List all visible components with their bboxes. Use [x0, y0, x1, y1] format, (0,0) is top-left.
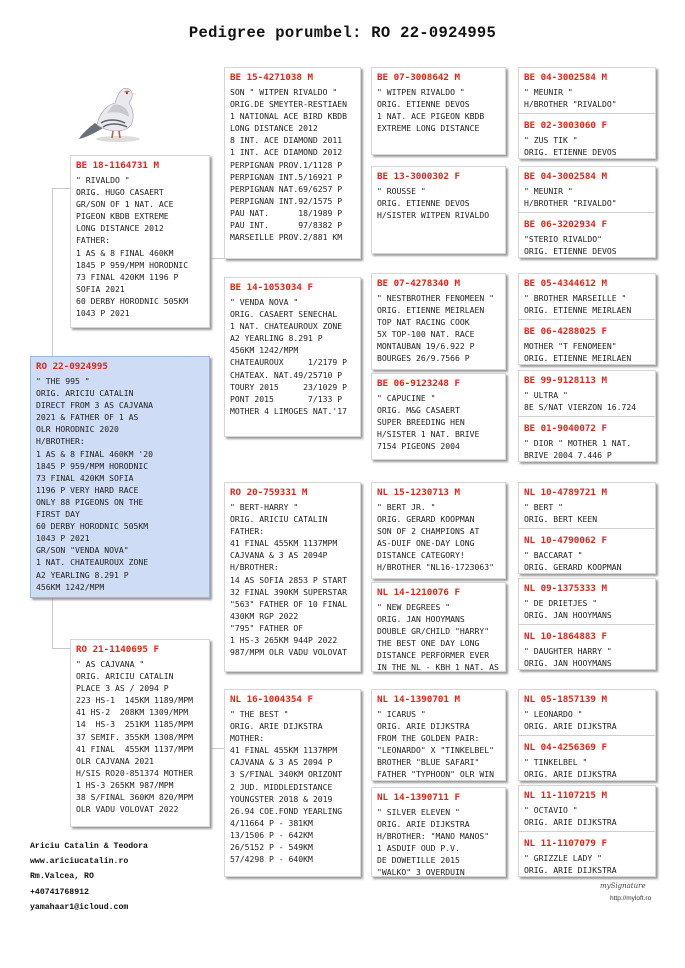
detail-line: ORIG. ETIENNE DEVOS [524, 246, 617, 257]
ggg-details [519, 546, 655, 573]
ggg-pair-card[interactable] [518, 370, 656, 462]
detail-line: " ULTRA " [524, 390, 568, 400]
great-grandparent-details [372, 803, 505, 877]
detail-line: " BROTHER MARSEILLE " [524, 293, 627, 303]
detail-line: 1043 P 2021 [76, 308, 130, 319]
detail-line: 41 FINAL 455KM 1137/MPM [76, 743, 193, 754]
ggg-ring: BE 99-9128113 M [524, 375, 607, 386]
ggg-ring: NL 05-1857139 M [524, 694, 607, 705]
detail-line: H/BROTHER: "MANO MANOS" [377, 831, 490, 842]
detail-line: 1196 P VERY HARD RACE [36, 484, 139, 495]
great-grandparent-ring: NL 15-1230713 M [377, 487, 460, 498]
detail-line: ORIG. CASAERT SENECHAL [230, 309, 338, 320]
subject-ring: RO 22-0924995 [36, 361, 108, 372]
detail-line: FATHER "TYPHOON" OLR WIN [377, 769, 494, 780]
detail-line: THE BEST ONE DAY LONG [377, 638, 480, 649]
divider [519, 319, 655, 320]
detail-line: FATHER: [76, 235, 111, 246]
ggg-pair-card[interactable] [518, 689, 656, 781]
detail-line: ORIG. ARIE DIJKSTRA [524, 817, 617, 828]
detail-line: ORIG. M&G CASAERT [377, 405, 460, 416]
dam-ring: RO 21-1140695 F [76, 644, 159, 655]
detail-line: ORIG. ARIE DIJKSTRA [524, 769, 617, 780]
website-link[interactable]: www.ariciucatalin.ro [30, 857, 129, 867]
detail-line: " DAUGHTER HARRY " [524, 646, 612, 657]
great-grandparent-ring: BE 06-9123248 F [377, 378, 460, 389]
detail-line: " AS CAJVANA " [76, 659, 145, 669]
detail-line: ORIG. JAN HOOYMANS [377, 614, 465, 625]
detail-line: OLR CAJVANA 2021 [76, 755, 154, 766]
signature: mySignature [600, 882, 646, 890]
divider [519, 624, 655, 625]
detail-line: PERPIGNAN INT.92/1575 P [230, 195, 343, 206]
ggg-details [519, 753, 655, 780]
page-title: Pedigree porumbel: RO 22-0924995 [188, 24, 497, 42]
ggg-pair-card[interactable] [518, 67, 656, 159]
detail-line: " MEUNIR " [524, 87, 573, 97]
ggg-pair-card[interactable] [518, 785, 656, 877]
detail-line: "563" FATHER OF 10 FINAL [230, 598, 347, 609]
great-grandparent-card[interactable] [371, 582, 506, 672]
detail-line: 26/5152 P - 549KM [230, 842, 313, 853]
detail-line: " OCTAVIO " [524, 805, 578, 815]
connector-gp1 [210, 258, 224, 259]
detail-line: " NEW DEGREES " [377, 602, 451, 612]
detail-line: EXTREME LONG DISTANCE [377, 123, 480, 134]
detail-line: ORIG. HUGO CASAERT [76, 187, 164, 198]
ggg-ring: BE 04-3002584 M [524, 171, 607, 182]
great-grandparent-card[interactable] [371, 482, 506, 579]
divider [519, 528, 655, 529]
detail-line: "LEONARDO" X "TINKELBEL" [377, 745, 494, 756]
detail-line: " WITPEN RIVALDO " [377, 87, 465, 97]
detail-line: " TINKELBEL " [524, 757, 588, 768]
ggg-ring: NL 10-4790062 F [524, 535, 607, 547]
detail-line: GR/SON "VENDA NOVA" [36, 545, 129, 556]
detail-line: MOTHER "T FENOMEEN" [524, 341, 617, 352]
ggg-ring: BE 04-3002584 M [524, 72, 607, 83]
grandparent-card[interactable] [224, 277, 361, 437]
detail-line: SON OF 2 CHAMPIONS AT [377, 526, 480, 537]
detail-line: 1 AS & 8 FINAL 460KM [76, 247, 174, 258]
detail-line: PAU NAT. 18/1989 P [230, 207, 343, 218]
ggg-ring: NL 11-1107079 F [524, 838, 607, 850]
detail-line: IN THE NL - KBH 1 NAT. AS [377, 662, 499, 672]
detail-line: DISTANCE CATEGORY! [377, 550, 465, 561]
detail-line: MARSEILLE PROV.2/881 KM [230, 232, 343, 243]
ggg-ring: NL 11-1107215 M [524, 790, 607, 801]
detail-line: SUPER BREEDING HEN [377, 417, 465, 428]
footer-url[interactable]: http://myloft.ro [610, 895, 652, 902]
detail-line: " DIOR " MOTHER 1 NAT. [524, 438, 632, 449]
detail-line: 41 HS-2 208KM 1309/MPM [76, 707, 189, 718]
detail-line: 60 DERBY HORODNIC 505KM [36, 521, 149, 532]
detail-line: PLACE 3 AS / 2094 P [76, 683, 169, 694]
detail-line: ORIG. ETIENNE MEIRLAEN [377, 305, 485, 316]
detail-line: DIRECT FROM 3 AS CAJVANA [36, 400, 153, 411]
detail-line: 7154 PIGEONS 2004 [377, 441, 460, 452]
detail-line: 14 AS SOFIA 2853 P START [230, 574, 347, 585]
detail-line: FIRST DAY [36, 509, 80, 520]
detail-line: " BERT " [524, 502, 563, 512]
great-grandparent-ring: BE 07-3008642 M [377, 72, 460, 83]
ggg-pair-card[interactable] [518, 273, 656, 365]
grandparent-card[interactable] [224, 67, 361, 259]
detail-line: H/BROTHER: [36, 436, 85, 447]
detail-line: DISTANCE PERFORMER EVER [377, 650, 490, 661]
connector-dam [52, 598, 71, 649]
ggg-details [519, 131, 655, 158]
detail-line: MONTAUBAN 19/6.922 P [377, 341, 475, 352]
detail-line: ORIG. GERARD KOOPMAN [377, 514, 475, 525]
detail-line: ORIG.DE SMEYTER-RESTIAEN [230, 99, 347, 110]
detail-line: 2 JUD. MIDDLEDISTANCE [230, 781, 333, 792]
detail-line: CHATEAUROUX 1/2179 P [230, 357, 347, 368]
ggg-ring: BE 06-3202934 F [524, 219, 607, 231]
detail-line: 1 HS-3 265KM 944P 2022 [230, 635, 338, 646]
ggg-details [519, 849, 655, 876]
detail-line: LONG DISTANCE 2012 [230, 123, 318, 134]
detail-line: 38 S/FINAL 360KM 820/MPM [76, 792, 193, 803]
divider [519, 831, 655, 832]
ggg-details [519, 337, 655, 364]
detail-line: 430KM RGP 2022 [230, 610, 299, 621]
detail-line: " BERT JR. " [377, 502, 436, 512]
detail-line: AS-DUIF ONE-DAY LONG [377, 538, 475, 549]
detail-line: SOFIA 2021 [76, 283, 125, 294]
detail-line: " THE BEST " [230, 709, 289, 719]
detail-line: PIGEON KBDB EXTREME [76, 211, 169, 222]
detail-line: 1845 P 959/MPM HORODNIC [36, 460, 149, 471]
sire-card[interactable] [70, 155, 210, 328]
detail-line: 223 HS-1 145KM 1189/MPM [76, 695, 193, 706]
detail-line: H/BROTHER "NL16-1723063" [377, 562, 494, 573]
detail-line: " ICARUS " [377, 709, 426, 719]
ggg-pair-card[interactable] [518, 482, 656, 574]
great-grandparent-ring: NL 14-1390701 M [377, 694, 460, 705]
detail-line: 13/1506 P - 642KM [230, 829, 313, 840]
detail-line: 1845 P 959/MPM HORODNIC [76, 259, 189, 270]
great-grandparent-details [372, 598, 505, 672]
ggg-details [519, 83, 655, 110]
detail-line: 41 FINAL 455KM 1137MPM [230, 745, 338, 756]
detail-line: ORIG. JAN HOOYMANS [524, 610, 612, 621]
detail-line: ORIG. ARIE DIJKSTRA [377, 721, 470, 732]
detail-line: " DE DRIETJES " [524, 598, 598, 608]
detail-line: LONG DISTANCE 2012 [76, 223, 164, 234]
detail-line: 1 ASDUIF OUD P.V. [377, 843, 460, 854]
detail-line: SON " WITPEN RIVALDO " [230, 87, 338, 97]
grandparent-details [225, 498, 360, 658]
ggg-ring: BE 01-9040072 F [524, 423, 607, 435]
pigeon-image [77, 83, 159, 145]
detail-line: ORIG. ETIENNE DEVOS [377, 99, 470, 110]
detail-line: 3 S/FINAL 340KM ORIZONT [230, 769, 343, 780]
ggg-details [519, 434, 655, 461]
grandparent-details [225, 705, 360, 865]
detail-line: ORIG. GERARD KOOPMAN [524, 562, 622, 573]
detail-line: BROTHER "BLUE SAFARI" [377, 757, 480, 768]
detail-line: ORIG. ARIE DIJKSTRA [524, 721, 617, 732]
detail-line: 4/11664 P - 381KM [230, 817, 313, 828]
ggg-details [519, 182, 655, 209]
breeder-name: Ariciu Catalin & Teodora [30, 842, 148, 851]
great-grandparent-card[interactable] [371, 787, 506, 877]
detail-line: A2 YEARLING 8.291 P [230, 333, 323, 344]
detail-line: " LEONARDO " [524, 709, 583, 719]
detail-line: TOP NAT RACING COOK [377, 317, 470, 328]
detail-line: TOURY 2015 23/1029 P [230, 381, 347, 392]
ggg-ring: NL 10-1864883 F [524, 631, 607, 643]
great-grandparent-ring: NL 14-1210076 F [377, 587, 460, 598]
ggg-details [519, 642, 655, 669]
detail-line: 456KM 1242/MPM [230, 345, 299, 356]
detail-line: CAJVANA & 3 AS 2094P [230, 550, 328, 561]
connector-gp2 [210, 748, 224, 749]
detail-line: 8 INT. ACE DIAMOND 2011 [230, 135, 343, 146]
detail-line: " SILVER ELEVEN " [377, 807, 460, 817]
great-grandparent-details [372, 289, 505, 365]
grandparent-ring: RO 20-759331 M [230, 487, 308, 498]
detail-line: ORIG. ARICIU CATALIN [36, 388, 134, 399]
detail-line: PAU INT. 97/8382 P [230, 220, 343, 231]
ggg-details [519, 801, 655, 828]
great-grandparent-ring: BE 07-4278340 M [377, 278, 460, 289]
great-grandparent-card[interactable] [371, 67, 506, 155]
grandparent-details [225, 83, 360, 243]
detail-line: 1 HS-3 265KM 987/MPM [76, 779, 174, 790]
detail-line: FROM THE GOLDEN PAIR: [377, 733, 480, 744]
email-link[interactable]: yamahaar1@icloud.com [30, 902, 129, 912]
detail-line: 456KM 1242/MPM [36, 581, 105, 592]
detail-line: PERPIGNAN INT.5/16921 P [230, 171, 343, 182]
detail-line: 1 NATIONAL ACE BIRD KBDB [230, 111, 347, 122]
detail-line: PONT 2015 7/133 P [230, 393, 343, 404]
great-grandparent-card[interactable] [371, 373, 506, 460]
ggg-details [519, 386, 655, 413]
detail-line: ORIG. BERT KEEN [524, 514, 598, 525]
detail-line: " NESTBROTHER FENOMEEN " [377, 293, 494, 303]
detail-line: FATHER: [230, 526, 265, 537]
detail-line: 5X TOP-100 NAT. RACE [377, 329, 475, 340]
detail-line: YOUNGSTER 2018 & 2019 [230, 793, 333, 804]
detail-line: PERPIGNAN PROV.1/1128 P [230, 159, 343, 170]
detail-line: ORIG. ARIE DIJKSTRA [524, 865, 617, 876]
detail-line: " CAPUCINE " [377, 393, 436, 403]
dam-card[interactable] [70, 639, 210, 827]
connector-sire [52, 188, 71, 357]
grandparent-details [225, 293, 360, 417]
detail-line: ORIG. ARICIU CATALIN [76, 671, 174, 682]
subject-card[interactable] [30, 356, 210, 598]
detail-line: H/SISTER WITPEN RIVALDO [377, 210, 490, 221]
detail-line: 1043 P 2021 [36, 533, 90, 544]
detail-line: H/SISTER 1 NAT. BRIVE [377, 429, 480, 440]
grandparent-card[interactable] [224, 689, 361, 877]
grandparent-ring: BE 15-4271038 M [230, 72, 313, 83]
detail-line: 8E S/NAT VIERZON 16.724 [524, 402, 637, 413]
detail-line: 14 HS-3 251KM 1185/MPM [76, 719, 193, 730]
detail-line: 1 NAT. CHATEAUROUX ZONE [36, 557, 149, 568]
detail-line: ORIG. ARIE DIJKSTRA [230, 721, 323, 732]
great-grandparent-details [372, 83, 505, 134]
detail-line: OLR VADU VOLOVAT 2022 [76, 804, 179, 815]
detail-line: ORIG. ARICIU CATALIN [230, 514, 328, 525]
detail-line: ORIG. ARIE DIJKSTRA [377, 819, 470, 830]
detail-line: DOUBLE GR/CHILD "HARRY" [377, 626, 490, 637]
detail-line: 1 AS & 8 FINAL 460KM '20 [36, 448, 153, 459]
subject-details [31, 372, 209, 593]
detail-line: DE DOWETILLE 2015 [377, 855, 460, 866]
detail-line: MOTHER 4 LIMOGES NAT.'17 [230, 405, 347, 416]
grandparent-ring: NL 16-1004354 F [230, 694, 313, 705]
ggg-ring: BE 05-4344612 M [524, 278, 607, 289]
dam-details [71, 655, 209, 815]
great-grandparent-card[interactable] [371, 273, 506, 370]
detail-line: 32 FINAL 390KM SUPERSTAR [230, 586, 347, 597]
detail-line: 41 FINAL 455KM 1137MPM [230, 538, 338, 549]
detail-line: 57/4298 P - 640KM [230, 854, 313, 865]
ggg-details [519, 230, 655, 257]
detail-line: " BERT-HARRY " [230, 502, 299, 512]
ggg-ring: NL 09-1375333 M [524, 583, 607, 594]
detail-line: ONLY 88 PIGEONS ON THE [36, 496, 144, 507]
detail-line: H/BROTHER: [230, 562, 279, 573]
ggg-pair-card[interactable] [518, 166, 656, 258]
detail-line: "STERIO RIVALDO" [524, 234, 602, 245]
detail-line: GR/SON OF 1 NAT. ACE [76, 199, 174, 210]
ggg-details [519, 498, 655, 525]
detail-line: 1 NAT. CHATEAUROUX ZONE [230, 321, 343, 332]
great-grandparent-details [372, 498, 505, 574]
ggg-ring: BE 02-3003060 F [524, 120, 607, 132]
detail-line: PERPIGNAN NAT.69/6257 P [230, 183, 343, 194]
grandparent-ring: BE 14-1053034 F [230, 282, 313, 293]
ggg-details [519, 594, 655, 621]
detail-line: " ROUSSE " [377, 186, 426, 196]
detail-line: " BACCARAT " [524, 550, 583, 561]
detail-line: " VENDA NOVA " [230, 297, 299, 307]
detail-line: H/BROTHER "RIVALDO" [524, 99, 617, 110]
detail-line: 1 INT. ACE DIAMOND 2012 [230, 147, 343, 158]
ggg-details [519, 289, 655, 316]
ggg-ring: BE 06-4288025 F [524, 326, 607, 338]
ggg-pair-card[interactable] [518, 578, 656, 670]
great-grandparent-details [372, 705, 505, 781]
detail-line: " MEUNIR " [524, 186, 573, 196]
contact-block [30, 839, 148, 915]
detail-line: 26.94 COE.FOND YEARLING [230, 805, 343, 816]
detail-line: ORIG. JAN HOOYMANS [524, 658, 612, 669]
detail-line: 73 FINAL 420KM 1196 P [76, 271, 179, 282]
phone: +40741768912 [30, 887, 89, 897]
detail-line: CAJVANA & 3 AS 2094 P [230, 757, 333, 768]
city: Rm.Valcea, RO [30, 872, 94, 882]
grandparent-card[interactable] [224, 482, 361, 672]
detail-line: ORIG. ETIENNE MEIRLAEN [524, 305, 632, 316]
detail-line: 987/MPM OLR VADU VOLOVAT [230, 647, 347, 658]
great-grandparent-details [372, 182, 505, 221]
divider [519, 113, 655, 114]
detail-line: "WALKO" 3 OVERDUIN [377, 867, 465, 877]
detail-line: 60 DERBY HORODNIC 505KM [76, 295, 189, 306]
detail-line: " THE 995 " [36, 376, 90, 386]
detail-line: MOTHER: [230, 733, 265, 744]
detail-line: " RIVALDO " [76, 175, 130, 185]
detail-line: ORIG. ETIENNE DEVOS [524, 147, 617, 158]
divider [519, 735, 655, 736]
detail-line: BRIVE 2004 7.446 P [524, 450, 612, 461]
ggg-ring: NL 04-4256369 F [524, 742, 607, 754]
detail-line: " ZUS TIK " [524, 135, 578, 146]
great-grandparent-ring: NL 14-1390711 F [377, 792, 460, 803]
great-grandparent-details [372, 389, 505, 452]
ggg-ring: NL 10-4789721 M [524, 487, 607, 498]
detail-line: "795" FATHER OF [230, 622, 304, 633]
detail-line: 37 SEMIF. 355KM 1308/MPM [76, 731, 193, 742]
ggg-details [519, 705, 655, 732]
detail-line: 73 FINAL 420KM SOFIA [36, 472, 134, 483]
sire-details [71, 171, 209, 319]
detail-line: ORIG. ETIENNE MEIRLAEN [524, 353, 632, 364]
detail-line: " GRIZZLE LADY " [524, 853, 602, 864]
detail-line: ORIG. ETIENNE DEVOS [377, 198, 470, 209]
divider [519, 416, 655, 417]
sire-ring: BE 18-1164731 M [76, 160, 159, 171]
divider [519, 212, 655, 213]
detail-line: OLR HORODNIC 2020 [36, 424, 119, 435]
detail-line: H/BROTHER "RIVALDO" [524, 198, 617, 209]
great-grandparent-card[interactable] [371, 689, 506, 781]
detail-line: CHATEAX. NAT.49/25710 P [230, 369, 343, 380]
detail-line: 1 NAT. ACE PIGEON KBDB [377, 111, 485, 122]
detail-line: H/SIS RO20-851374 MOTHER [76, 767, 193, 778]
detail-line: A2 YEARLING 8.291 P [36, 569, 129, 580]
detail-line: BOURGES 26/9.7566 P [377, 353, 470, 364]
detail-line: 2021 & FATHER OF 1 AS [36, 412, 139, 423]
great-grandparent-card[interactable] [371, 166, 506, 254]
great-grandparent-ring: BE 13-3000302 F [377, 171, 460, 182]
